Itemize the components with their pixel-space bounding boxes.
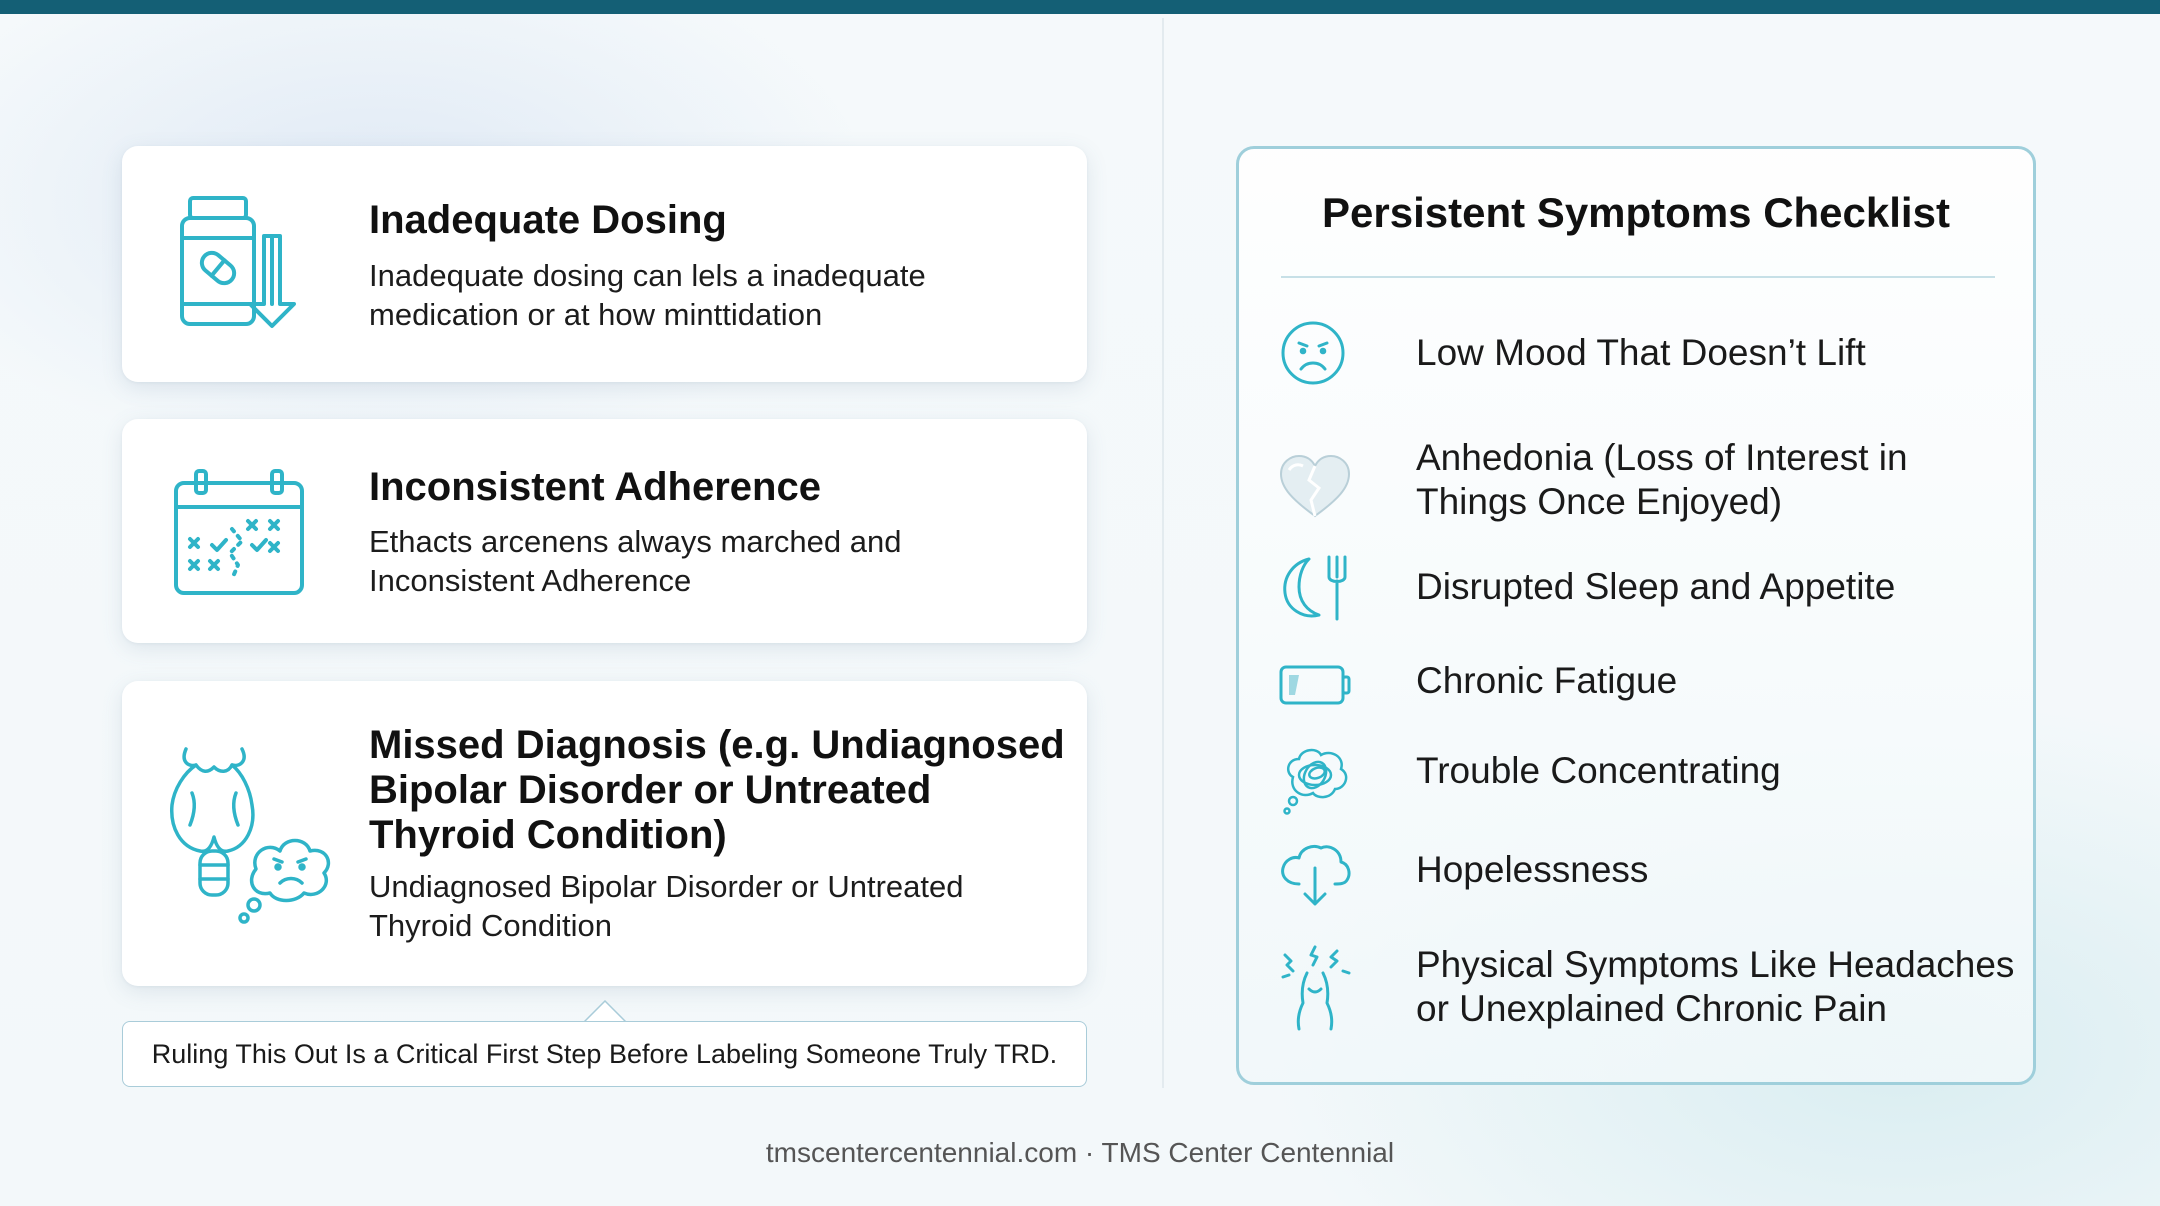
low-battery-icon <box>1279 663 1351 707</box>
missed-diagnosis-card <box>122 681 1087 986</box>
card-title: Inadequate Dosing <box>369 198 727 242</box>
checklist-item-label: Disrupted Sleep and Appetite <box>1416 566 1896 607</box>
broken-heart-icon <box>1279 454 1351 520</box>
top-accent-bar <box>0 0 2160 14</box>
checklist-item-label: Physical Symptoms Like Headaches or Unexplained Chronic Pain <box>1416 944 2015 1029</box>
checklist-item-label: Anhedonia (Loss of Interest in Things Once Enjoyed) <box>1416 437 1908 522</box>
checklist-item-label: Hopelessness <box>1416 849 1649 890</box>
footer-source: tmscentercentennial.com · TMS Center Centennial <box>765 1137 1395 1168</box>
checklist-item-label: Low Mood That Doesn’t Lift <box>1416 332 1866 373</box>
card-title: Inconsistent Adherence <box>369 465 821 509</box>
card-text: Ethacts arcenens always marched and Inconsistent Adherence <box>369 524 902 598</box>
checklist-item-label: Trouble Concentrating <box>1416 750 1781 791</box>
card-text: Inadequate dosing can lels a inadequate medication or at how minttidation <box>369 258 926 332</box>
thyroid-thought-bubble-icon <box>166 743 336 928</box>
body-pain-icon <box>1279 943 1351 1031</box>
card-title: Missed Diagnosis (e.g. Undiagnosed Bipolar Disorder or Untreated Thyroid Condition) <box>369 723 1065 857</box>
moon-fork-icon <box>1279 553 1351 623</box>
persistent-symptoms-checklist <box>1236 146 2036 1085</box>
calendar-checkmarks-icon <box>172 469 307 599</box>
card-text: Undiagnosed Bipolar Disorder or Untreated Thyroid Condition <box>369 869 964 943</box>
checklist-title: Persistent Symptoms Checklist <box>1322 189 1950 236</box>
tangled-thought-icon <box>1279 743 1351 817</box>
title-divider <box>1281 276 1995 278</box>
checklist-item-label: Chronic Fatigue <box>1416 660 1678 701</box>
medicine-bottle-down-arrow-icon <box>172 192 302 332</box>
inadequate-dosing-card <box>122 146 1087 382</box>
callout-note: Ruling This Out Is a Critical First Step Before Labeling Someone Truly TRD. <box>122 1021 1087 1087</box>
cloud-down-arrow-icon <box>1279 842 1351 908</box>
vertical-divider <box>1162 18 1164 1088</box>
sad-face-icon <box>1279 319 1347 387</box>
inconsistent-adherence-card <box>122 419 1087 643</box>
